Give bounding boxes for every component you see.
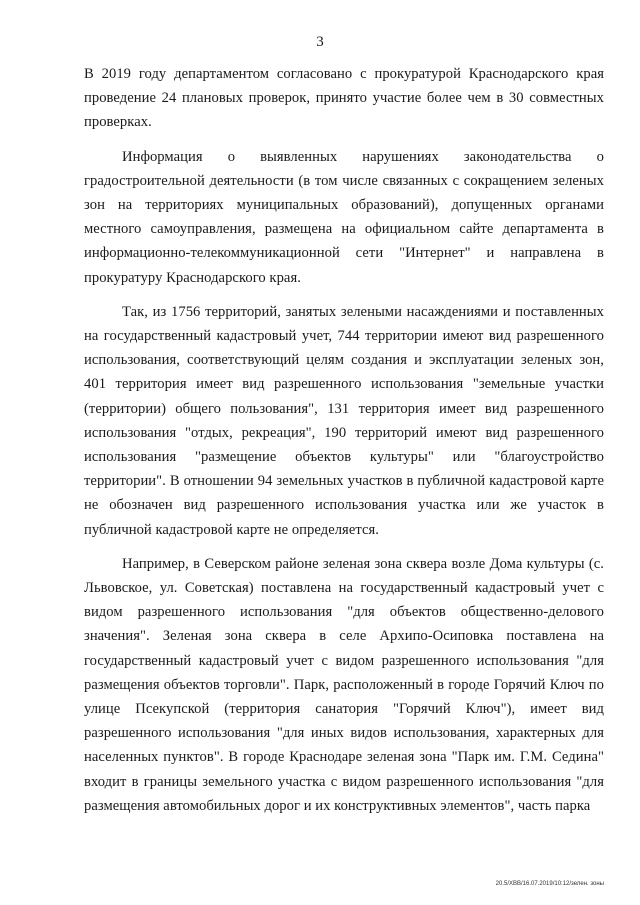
document-body xyxy=(84,62,604,828)
paragraph-inspections: В 2019 году департаментом согласовано с прокуратурой Краснодарского края проведение 24 плановых проверок, принято участие более чем в 30 совместных проверках. xyxy=(84,66,604,131)
page-number: 3 xyxy=(316,34,324,50)
paragraph-territories-stats: Так, из 1756 территорий, занятых зелеными насаждениями и поставленных на государственный кадастровый учет, 744 территории имеют вид разрешенного использования, соответствующий целям создания и эксплуатации зеленых зон, 401 территория имеет вид разрешенного использования "земельные участки (территории) общего пользования", 131 территория имеет вид разрешенного использования "отдых, рекреация", 190 территорий имеют вид разрешенного использования "размещение объектов культуры" или "благоустройство территории". В отношении 94 земельных участков в публичной кадастровой карте не обозначен вид разрешенного использования участка или же участок в публичной кадастровой карте не определяется. xyxy=(84,303,604,538)
paragraph-examples: Например, в Северском районе зеленая зона сквера возле Дома культуры (с. Львовское, ул. Советская) поставлена на государственный кадастровый учет с видом разрешенного использования "для объектов общественно-делового значения". Зеленая зона сквера в селе Архипо-Осиповка поставлена на государственный кадастровый учет с видом разрешенного использования "для размещения объектов торговли". Парк, расположенный в городе Горячий Ключ по улице Псекупской (территория санатория "Горячий Ключ"), имеет вид разрешенного использования "для иных видов использования, характерных для населенных пунктов". В городе Краснодаре зеленая зона "Парк им. Г.М. Седина" входит в границы земельного участка с видом разрешенного использования "для размещения автомобильных дорог и их конструктивных элементов", часть парка xyxy=(84,555,604,814)
footer-document-code: 20.5/ХВВ/16.07.2019/10:12/зелен. зоны xyxy=(495,881,604,887)
paragraph-violations-info: Информация о выявленных нарушениях законодательства о градостроительной деятельности (в том числе связанных с сокращением зеленых зон на территориях муниципальных образований), допущенных органами местного самоуправления, размещена на официальном сайте департамента в информационно-телекоммуникационной сети "Интернет" и направлена в прокуратуру Краснодарского края. xyxy=(84,148,604,286)
